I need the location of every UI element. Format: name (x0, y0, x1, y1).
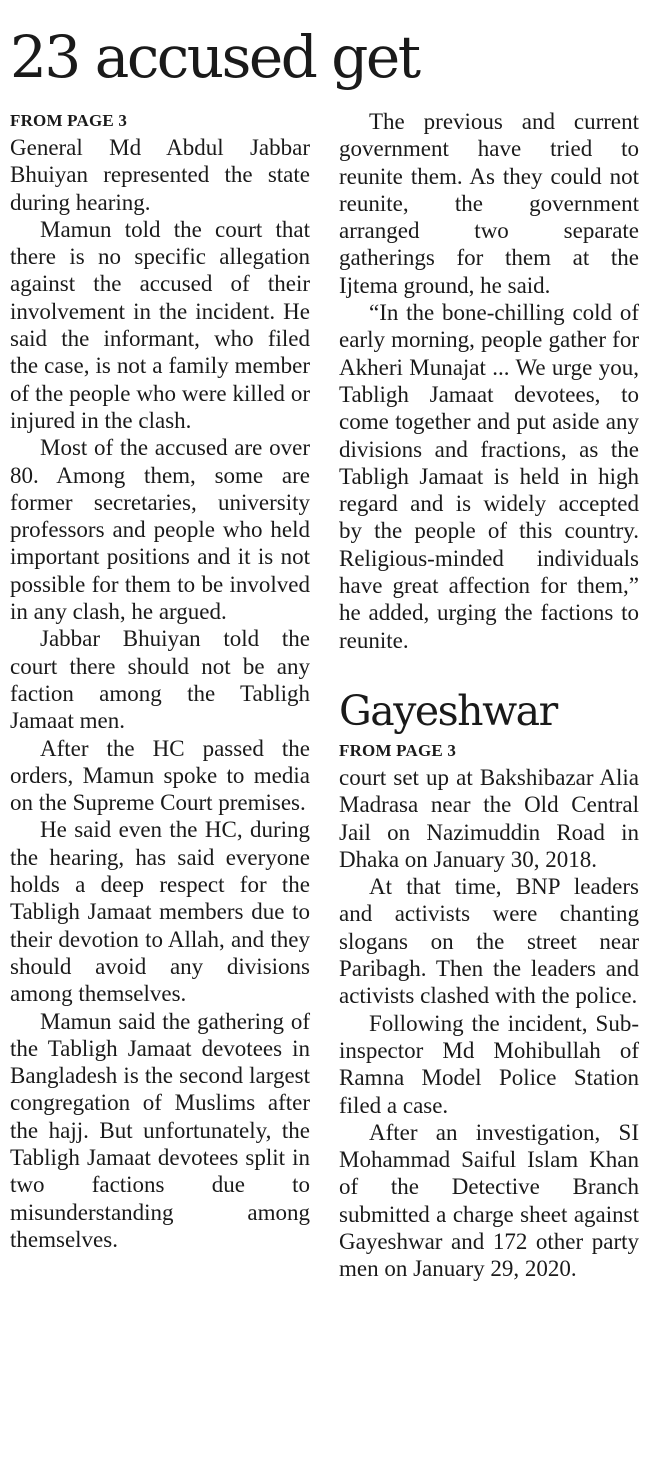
second-story-kicker: FROM PAGE 3 (339, 740, 457, 760)
article-paragraph: He said even the HC, during the hearing, has said everyone holds a deep respect for the Tabligh Jamaat members due to their devotion to Allah, and they should avoid any divisions among themselves. (10, 817, 310, 1007)
second-story-paragraph: After an investigation, SI Mohammad Saiful Islam Khan of the Detective Branch submitted a charge sheet against Gayeshwar and 172 other party men on January 29, 2020. (339, 1119, 639, 1282)
article-paragraph: “In the bone-chilling cold of early morning, people gather for Akheri Munajat ... We urge you, Tabligh Jamaat devotees, to come together and put aside any divisions and fractions, as the Tabligh Jamaat is held in high regard and is widely accepted by the people of this country. Religious-minded individuals have great affection for them,” he added, urging the factions to reunite. (339, 300, 639, 653)
article-paragraph: After the HC passed the orders, Mamun spoke to media on the Supreme Court premises. (10, 735, 310, 816)
article-paragraph: Jabbar Bhuiyan told the court there should not be any faction among the Tabligh Jamaat men. (10, 626, 310, 734)
left-column (10, 108, 310, 1253)
second-story-paragraph: Following the incident, Sub-inspector Md Mohibullah of Ramna Model Police Station filed a case. (339, 1010, 639, 1118)
continuation-kicker: FROM PAGE 3 (10, 111, 128, 130)
right-column (339, 108, 639, 1283)
second-story-paragraph: court set up at Bakshibazar Alia Madrasa near the Old Central Jail on Nazimuddin Road in Dhaka on January 30, 2018. (339, 764, 639, 872)
article-paragraph: The previous and current government have tried to reunite them. As they could not reunite, the government arranged two separate gatherings for them at the Ijtema ground, he said. (339, 109, 639, 298)
article-paragraph: Most of the accused are over 80. Among them, some are former secretaries, university professors and people who held important positions and it is not possible for them to be involved in any clash, he argued. (10, 435, 310, 625)
second-story-headline: Gayeshwar (339, 686, 557, 735)
article-paragraph: Mamun told the court that there is no specific allegation against the accused of their involvement in the incident. He said the informant, who filed the case, is not a family member of the people who were killed or injured in the clash. (10, 216, 310, 433)
article-paragraph: Mamun said the gathering of the Tabligh Jamaat devotees in Bangladesh is the second largest congregation of Muslims after the hajj. But unfortunately, the Tabligh Jamaat devotees split in two factions due to misunderstanding among themselves. (10, 1008, 310, 1252)
article-paragraph: General Md Abdul Jabbar Bhuiyan represented the state during hearing. (10, 135, 310, 215)
article-headline: 23 accused get (10, 23, 419, 91)
second-story-paragraph: At that time, BNP leaders and activists were chanting slogans on the street near Paribagh. Then the leaders and activists clashed with the police. (339, 874, 639, 1009)
